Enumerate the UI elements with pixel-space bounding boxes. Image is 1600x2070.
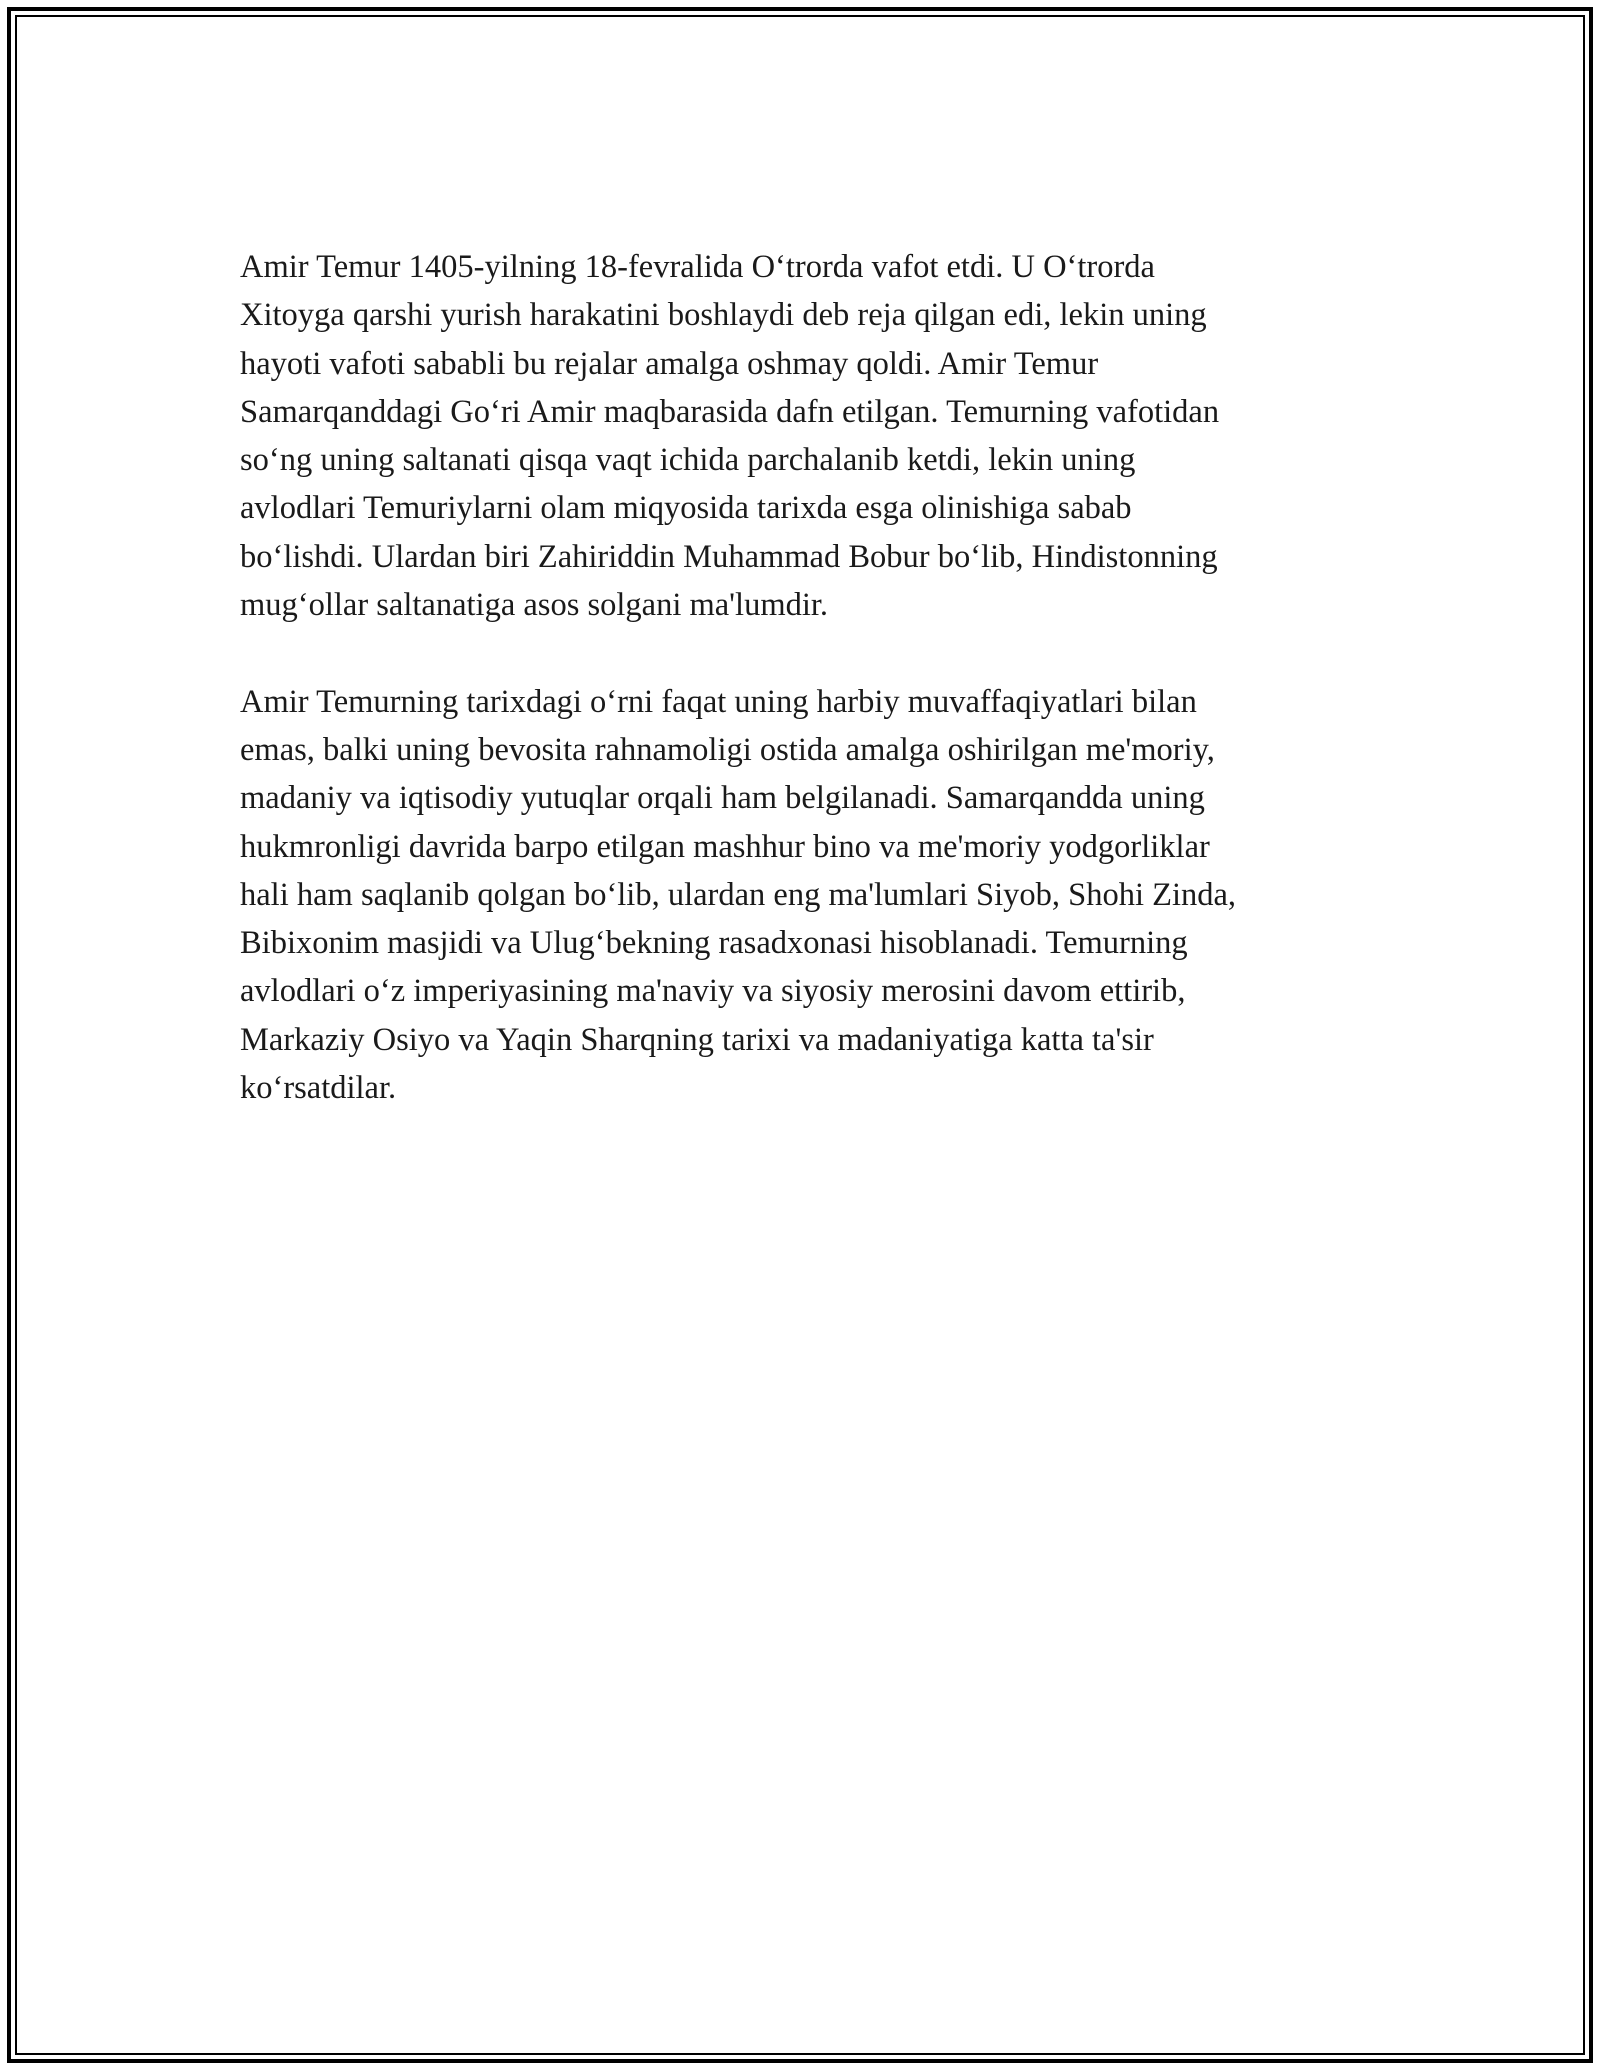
paragraph: Amir Temur 1405-yilning 18-fevralida O‘trorda vafot etdi. U O‘trorda Xitoyga qarshi yurish harakatini boshlaydi deb reja qilgan edi, lekin uning hayoti vafoti sababli bu rejalar amalga oshmay qoldi. Amir Temur Samarqanddagi Go‘ri Amir maqbarasida dafn etilgan. Temurning vafotidan so‘ng uning saltanati qisqa vaqt ichida parchalanib ketdi, lekin uning avlodlari Temuriylarni olam miqyosida tarixda esga olinishiga sabab bo‘lishdi. Ulardan biri Zahiriddin Muhammad Bobur bo‘lib, Hindistonning mug‘ollar saltanatiga asos solgani ma'lumdir. bbox=[240, 249, 1220, 624]
paragraph: Amir Temurning tarixdagi o‘rni faqat uning harbiy muvaffaqiyatlari bilan emas, balki uning bevosita rahnamoligi ostida amalga oshirilgan me'moriy, madaniy va iqtisodiy yutuqlar orqali ham belgilanadi. Samarqandda uning hukmronligi davrida barpo etilgan mashhur bino va me'moriy yodgorliklar hali ham saqlanib qolgan bo‘lib, ulardan eng ma'lumlari Siyob, Shohi Zinda, Bibixonim masjidi va Ulug‘bekning rasadxonasi hisoblanadi. Temurning avlodlari o‘z imperiyasining ma'naviy va siyosiy merosini davom ettirib, Markaziy Osiyo va Yaqin Sharqning tarixi va madaniyatiga katta ta'sir ko‘rsatdilar. bbox=[240, 683, 1237, 1107]
page-border bbox=[7, 7, 1593, 2063]
document-body bbox=[240, 243, 1400, 1161]
